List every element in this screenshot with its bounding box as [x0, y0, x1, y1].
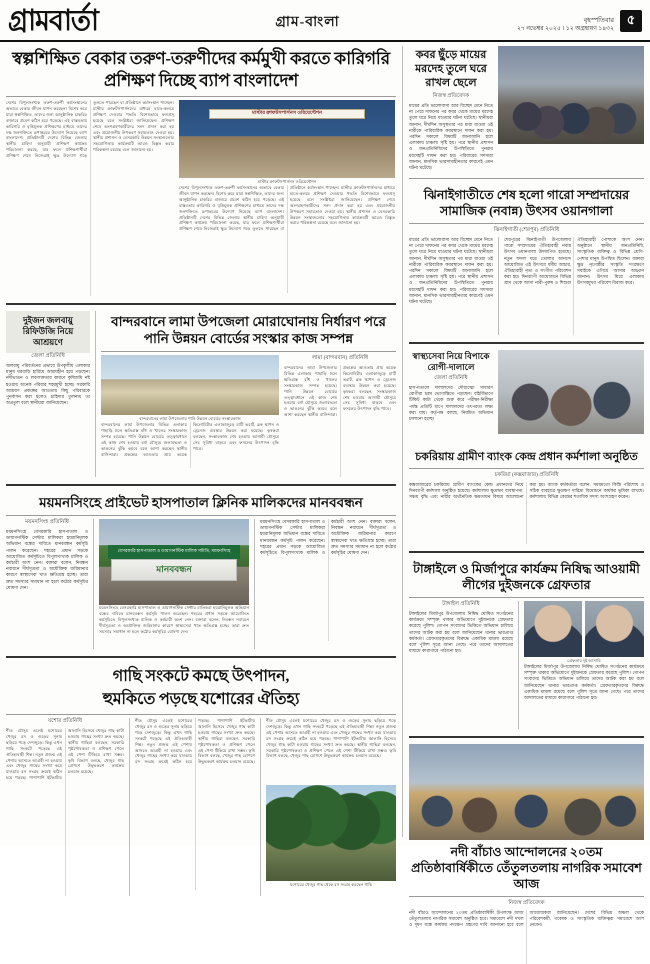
tangail-headline: টাঙ্গাইলে ও মির্জাপুরে কার্যক্রম নিষিদ্ধ আওয়ামী লীগের দুইজনকে গ্রেফতার — [413, 562, 640, 592]
lead-story — [6, 46, 396, 296]
sidebar-small-head — [6, 311, 90, 353]
bank-headline: চকরিয়ায় গ্রামীণ ব্যাংক কেন্দ্র প্রধান কর্মশালা অনুষ্ঠিত — [415, 451, 638, 463]
page-body — [0, 42, 650, 928]
right-top-block — [409, 46, 644, 171]
tangail-photo-1 — [524, 601, 583, 657]
bandarban-photo — [101, 355, 279, 415]
right-mid-body: হাসপাতালে দালালদের দৌরাত্ম্যে সাধারণ রোগীরা চরম ভোগান্তিতে পড়ছেন। বহির্বিভাগে টিকিট কাটা থেকে শুরু করে পরীক্ষা-নিরীক্ষা পর্যন্ত প্রতিটি ধাপে দালালদের তৎপরতা লক্ষ্য করা যায়। কর্তৃপক্ষ বলছে, নিয়মিত অভিযান চালানো হচ্ছে। — [408, 385, 493, 422]
jessore-body-a: শীত মৌসুম এলেই যশোরের খেজুর রস ও গুড়ের সুনাম ছড়িয়ে পড়ে দেশজুড়ে। কিন্তু এখন গাছি সংকটে পড়েছে এই ঐতিহ্যবাহী শিল্প। নতুন প্রজন্ম এই পেশায় আসতে আগ্রহী না হওয়ায় এবং খেজুর গাছের সংখ্যা কমে যাওয়ায় রস সংগ্রহ ক্রমেই কঠিন হয়ে পড়ছে। পাশাপাশি ইটভাটায় জ্বালানি হিসেবে খেজুর গাছ কাটা হওয়ায় গাছের সংখ্যা দ্রুত কমছে। স্থানীয় গাছিরা বলছেন, সরকারি পৃষ্ঠপোষকতা ও প্রশিক্ষণ পেলে এই পেশা টিকিয়ে রাখা সম্ভব। কৃষি বিভাগ বলছে, খেজুর গাছ রোপণে উদ্বুদ্ধকরণ কার্যক্রম চলমান রয়েছে। — [6, 728, 124, 781]
right-mid-headline: স্বাস্থ্যসেবা নিয়ে বিপাকে রোগী-দালালে — [412, 351, 490, 372]
garo-story — [409, 185, 644, 335]
jessore-photo — [266, 785, 396, 881]
right-top-body: মায়ের প্রতি ভালোবাসা আর বিচ্ছেদ মেনে নিতে না পেরে দাফনের পর কবর থেকে মায়ের মরদেহ তুলে ঘরে নিয়ে যাওয়ার ঘটনা ঘটেছে। স্থানীয়রা জানান, দীর্ঘদিন অসুস্থতার পর মারা যাওয়া ওই নারীকে পারিবারিক কবরস্থানে দাফন করা হয়। পরদিন সকালে বিষয়টি জানাজানি হলে এলাকায় চাঞ্চল্য সৃষ্টি হয়। পরে স্থানীয় প্রশাসন ও জনপ্রতিনিধিদের উপস্থিতিতে পুনরায় মরদেহটি দাফন করা হয়। পরিবারের সদস্যরা জানান, মানসিক ভারসাম্যহীনতার কারণেই এমন ঘটনা ঘটেছে। — [408, 103, 493, 171]
jessore-body-b: শীত মৌসুম এলেই যশোরের খেজুর রস ও গুড়ের সুনাম ছড়িয়ে পড়ে দেশজুড়ে। কিন্তু এখন গাছি সংকটে পড়েছে এই ঐতিহ্যবাহী শিল্প। নতুন প্রজন্ম এই পেশায় আসতে আগ্রহী না হওয়ায় এবং খেজুর গাছের সংখ্যা কমে যাওয়ায় রস সংগ্রহ ক্রমেই কঠিন হয়ে পড়ছে। পাশাপাশি ইটভাটায় জ্বালানি হিসেবে খেজুর গাছ কাটা হওয়ায় গাছের সংখ্যা দ্রুত কমছে। স্থানীয় গাছিরা বলছেন, সরকারি পৃষ্ঠপোষকতা ও প্রশিক্ষণ পেলে এই পেশা টিকিয়ে রাখা সম্ভব। কৃষি বিভাগ বলছে, খেজুর গাছ রোপণে উদ্বুদ্ধকরণ কার্যক্রম চলমান রয়েছে। — [135, 718, 255, 765]
hospital-body-c: ময়মনসিংহে বেসরকারি হাসপাতাল ও ডায়াগনস্টিক সেন্টার মালিকরা হয়রানিমূলক অভিযান বন্ধের দাবিতে মানববন্ধন কর্মসূচি পালন করেছেন। শহরের প্রধান সড়কে আয়োজিত কর্মসূচিতে বিপুলসংখ্যক মালিক ও কর্মচারী অংশ নেন। বক্তারা বলেন, নিবন্ধন নবায়নে দীর্ঘসূত্রতা ও অযৌক্তিক জরিমানার কারণে স্বাস্থ্যসেবা খাত ক্ষতিগ্রস্ত হচ্ছে। তারা দ্রুত সমস্যার সমাধান না হলে কঠোর কর্মসূচির ঘোষণা দেন। — [260, 519, 396, 556]
hospital-body-a: ময়মনসিংহে বেসরকারি হাসপাতাল ও ডায়াগনস্টিক সেন্টার মালিকরা হয়রানিমূলক অভিযান বন্ধের দাবিতে মানববন্ধন কর্মসূচি পালন করেছেন। শহরের প্রধান সড়কে আয়োজিত কর্মসূচিতে বিপুলসংখ্যক মালিক ও কর্মচারী অংশ নেন। বক্তারা বলেন, নিবন্ধন নবায়নে দীর্ঘসূত্রতা ও অযৌক্তিক জরিমানার কারণে স্বাস্থ্যসেবা খাত ক্ষতিগ্রস্ত হচ্ছে। তারা দ্রুত সমস্যার সমাধান না হলে কঠোর কর্মসূচির ঘোষণা দেন। — [6, 529, 88, 590]
hospital-body-b: ময়মনসিংহে বেসরকারি হাসপাতাল ও ডায়াগনস্টিক সেন্টার মালিকরা হয়রানিমূলক অভিযান বন্ধের দাবিতে মানববন্ধন কর্মসূচি পালন করেছেন। শহরের প্রধান সড়কে আয়োজিত কর্মসূচিতে বিপুলসংখ্যক মালিক ও কর্মচারী অংশ নেন। বক্তারা বলেন, নিবন্ধন নবায়নে দীর্ঘসূত্রতা ও অযৌক্তিক জরিমানার কারণে স্বাস্থ্যসেবা খাত ক্ষতিগ্রস্ত হচ্ছে। তারা দ্রুত সমস্যার সমাধান না হলে কঠোর কর্মসূচির ঘোষণা দেন। — [99, 605, 249, 634]
dateline — [517, 4, 614, 34]
photo-banner-title: মাস্টার ক্রাফটসপার্সনস ওরিয়েন্টেশন — [209, 109, 365, 119]
jessore-headline-line1: গাছি সংকটে কমছে উৎপাদন, — [112, 668, 290, 685]
bank-story — [409, 448, 644, 544]
right-top-body-cont: মায়ের প্রতি ভালোবাসা আর বিচ্ছেদ মেনে নিতে না পেরে দাফনের পর কবর থেকে মায়ের মরদেহ তুলে ঘরে নিয়ে যাওয়ার ঘটনা ঘটেছে। স্থানীয়রা জানান, দীর্ঘদিন অসুস্থতার পর মারা যাওয়া ওই নারীকে পারিবারিক কবরস্থানে দাফন করা হয়। পরদিন সকালে বিষয়টি জানাজানি হলে এলাকায় চাঞ্চল্য সৃষ্টি হয়। পরে স্থানীয় প্রশাসন ও জনপ্রতিনিধিদের উপস্থিতিতে পুনরায় মরদেহটি দাফন করা হয়। পরিবারের সদস্যরা জানান, মানসিক ভারসাম্যহীনতার কারণেই এমন ঘটনা ঘটেছে। — [408, 237, 493, 305]
lead-photo-caption: মাস্টার ক্রাফটসপার্সনস ওরিয়েন্টেশন — [257, 179, 317, 184]
jessore-story — [6, 664, 396, 896]
hospital-byline: ময়মনসিংহ প্রতিনিধি — [25, 519, 69, 525]
garo-byline: ঝিনাইগাতী (শেরপুর) প্রতিনিধি — [493, 227, 560, 233]
dateline-day: বৃহস্পতিবার — [583, 17, 614, 24]
hospital-headline: ময়মনসিংহে প্রাইভেট হাসপাতাল ক্লিনিক মালিকদের মানববন্ধন — [39, 495, 363, 510]
sidebar-small-body: জলবায়ু পরিবর্তনের প্রভাবে উপকূলীয় এলাকার মানুষ ঘরবাড়ি হারিয়ে আশ্রয়হীন হয়ে পড়ছেন। নদীভাঙন ও লবণাক্ততার কারণে কৃষিজমি নষ্ট হওয়ায় অনেক পরিবার শহরমুখী হচ্ছে। সরকারি আশ্রয়ণ প্রকল্পের আওতায় কিছু পরিবারকে পুনর্বাসন করা হলেও চাহিদার তুলনায় তা অপ্রতুল বলে স্থানীয়রা জানিয়েছেন। — [6, 363, 91, 406]
masthead-right — [517, 4, 642, 34]
garo-festival-photo — [498, 46, 644, 144]
page-number: ৫ — [620, 10, 642, 32]
garo-body: শেরপুরের ঝিনাইগাতী উপজেলায় গারো সম্প্রদায়ের ঐতিহ্যবাহী নবান্ন উৎসব ওয়ানগালা উদযাপিত হয়েছে। নতুন ফসল ঘরে তোলার আনন্দে আয়োজিত এই উৎসবে ধর্মীয় আচার, ঐতিহ্যবাহী নৃত্য ও সংগীত পরিবেশন করা হয়। দিনব্যাপী আয়োজনে বিভিন্ন গ্রাম থেকে আসা নারী-পুরুষ ও শিশুরা ঐতিহ্যবাহী পোশাকে অংশ নেন। অনুষ্ঠানে স্থানীয় জনপ্রতিনিধি, সাংস্কৃতিক ব্যক্তিত্ব ও বিভিন্ন শ্রেণি-পেশার মানুষ উপস্থিত ছিলেন। বক্তারা ক্ষুদ্র নৃগোষ্ঠীর সংস্কৃতি সংরক্ষণে সবাইকে এগিয়ে আসার আহ্বান জানান। উৎসব ঘিরে এলাকায় উৎসবমুখর পরিবেশ বিরাজ করে। — [503, 237, 644, 286]
bandarban-body-a: বান্দরবানের লামা উপজেলার বিভিন্ন এলাকায় পাহাড়ি ঢলে ক্ষতিগ্রস্ত বাঁধ ও খালের সংস্কারকাজ সম্পন্ন হয়েছে। পানি উন্নয়ন বোর্ডের তত্ত্বাবধানে এই কাজ শেষ হওয়ায় বর্ষা মৌসুমে জলাবদ্ধতা ও ভাঙনের ঝুঁকি কমবে বলে আশা করছেন স্থানীয় বাসিন্দারা। প্রকল্পের আওতায় প্রায় কয়েক কিলোমিটার এলাকাজুড়ে মাটি ভরাট, ব্লক স্থাপন ও ড্রেনেজ ব্যবস্থার উন্নয়ন করা হয়েছে। কৃষকরা বলছেন, সংস্কারকাজ শেষ হওয়ায় আগামী মৌসুমে সেচ সুবিধা বাড়বে এবং ফসলের উৎপাদন বৃদ্ধি পাবে। — [101, 422, 279, 457]
bandarban-byline: লামা (বান্দরবান) প্রতিনিধি — [311, 355, 369, 361]
bandarban-body-b: বান্দরবানের লামা উপজেলার বিভিন্ন এলাকায় পাহাড়ি ঢলে ক্ষতিগ্রস্ত বাঁধ ও খালের সংস্কারকাজ সম্পন্ন হয়েছে। পানি উন্নয়ন বোর্ডের তত্ত্বাবধানে এই কাজ শেষ হওয়ায় বর্ষা মৌসুমে জলাবদ্ধতা ও ভাঙনের ঝুঁকি কমবে বলে আশা করছেন স্থানীয় বাসিন্দারা। প্রকল্পের আওতায় প্রায় কয়েক কিলোমিটার এলাকাজুড়ে মাটি ভরাট, ব্লক স্থাপন ও ড্রেনেজ ব্যবস্থার উন্নয়ন করা হয়েছে। কৃষকরা বলছেন, সংস্কারকাজ শেষ হওয়ায় আগামী মৌসুমে সেচ সুবিধা বাড়বে এবং ফসলের উৎপাদন বৃদ্ধি পাবে। — [284, 365, 396, 418]
jessore-body-c: শীত মৌসুম এলেই যশোরের খেজুর রস ও গুড়ের সুনাম ছড়িয়ে পড়ে দেশজুড়ে। কিন্তু এখন গাছি সংকটে পড়েছে এই ঐতিহ্যবাহী শিল্প। নতুন প্রজন্ম এই পেশায় আসতে আগ্রহী না হওয়ায় এবং খেজুর গাছের সংখ্যা কমে যাওয়ায় রস সংগ্রহ ক্রমেই কঠিন হয়ে পড়ছে। পাশাপাশি ইটভাটায় জ্বালানি হিসেবে খেজুর গাছ কাটা হওয়ায় গাছের সংখ্যা দ্রুত কমছে। স্থানীয় গাছিরা বলছেন, সরকারি পৃষ্ঠপোষকতা ও প্রশিক্ষণ পেলে এই পেশা টিকিয়ে রাখা সম্ভব। কৃষি বিভাগ বলছে, খেজুর গাছ রোপণে উদ্বুদ্ধকরণ কার্যক্রম চলমান রয়েছে। — [266, 718, 396, 759]
lead-photo — [179, 100, 395, 178]
section-name: গ্রাম-বাংলা — [275, 15, 340, 30]
bandarban-block — [6, 311, 396, 477]
newspaper-logo: গ্রামবার্তা — [8, 4, 98, 37]
right-mid-byline: জেলা প্রতিনিধি — [434, 375, 468, 381]
bandarban-headline: বান্দরবানে লামা উপজেলা মোরাঘোনায় নির্ধারণ পরে পানি উন্নয়ন বোর্ডের সংস্কার কাজ সম্পন্ন — [111, 314, 386, 346]
jessore-photo-caption: যশোরের খেজুর গাছ থেকে রস সংগ্রহ করছেন গাছি — [289, 882, 373, 887]
banner-strip-text: বেসরকারি হাসপাতাল ও ডায়াগনস্টিক মালিক সমিতি, ময়মনসিংহ — [108, 545, 240, 559]
river-byline: নিজস্ব প্রতিবেদক — [508, 900, 545, 906]
bandarban-photo-caption: বান্দরবানের লামা উপজেলায় পানি উন্নয়ন বোর্ডের সংস্কারকাজ — [139, 416, 241, 421]
jessore-headline-line2: হুমকিতে পড়ছে যশোরের ঐতিহ্য — [102, 691, 300, 708]
river-headline: নদী বাঁচাও আন্দোলনের ২০তম প্রতিষ্ঠাবার্ষিকীতে তেঁতুলতলায় নাগরিক সমাবেশ আজ — [411, 845, 642, 891]
bank-workshop-photo — [498, 350, 644, 434]
tangail-photo-caption: গ্রেফতার দুই আসামি — [567, 658, 601, 663]
right-column — [408, 46, 644, 928]
lead-body-right: দেশের বিপুলসংখ্যক তরুণ-তরুণী কর্মসংস্থানের অভাবে বেকার জীবন যাপন করছেন। বিশেষ করে যারা স্বল্পশিক্ষিত, তাদের জন্য আনুষ্ঠানিক চাকরির বাজারে প্রবেশ কঠিন হয়ে পড়েছে। এই বাস্তবতায় কারিগরি ও বৃত্তিমূলক প্রশিক্ষণের মাধ্যমে তাদের দক্ষ জনশক্তিতে রূপান্তরের উদ্যোগ নিয়েছে ব্যাপ বাংলাদেশ। প্রতিষ্ঠানটি দেশের বিভিন্ন জেলায় স্থানীয় চাহিদা অনুযায়ী প্রশিক্ষণ কার্যক্রম পরিচালনা করছে, যার ফলে প্রশিক্ষণার্থীরা প্রশিক্ষণ শেষে নিজেরাই ক্ষুদ্র উদ্যোগ গড়ে তুলতে পারছেন বা প্রতিষ্ঠানে কর্মসংস্থান পাচ্ছেন। মাস্টার ক্রাফটসপার্সনদের মাধ্যমে হাতে-কলমে প্রশিক্ষণ দেওয়ার পদ্ধতি বিশেষভাবে ফলপ্রসূ হয়েছে বলে সংশ্লিষ্টরা জানিয়েছেন। প্রশিক্ষণ শেষে অংশগ্রহণকারীদের সনদ প্রদান করা হয় এবং প্রয়োজনীয় উপকরণ সহায়তাও দেওয়া হয়। স্থানীয় প্রশাসন ও বেসরকারি উন্নয়ন সংস্থাগুলোর সহযোগিতায় কার্যক্রমটি আরও বিস্তৃত করার পরিকল্পনা রয়েছে বলে জানানো হয়। — [179, 185, 395, 232]
left-column — [6, 46, 396, 887]
tangail-body-b: টাঙ্গাইলের মির্জাপুর উপজেলায় নিষিদ্ধ ঘোষিত সংগঠনের কার্যক্রমে সম্পৃক্ত থাকার অভিযোগে দুইজনকে গ্রেফতার করেছে পুলিশ। গোপন সংবাদের ভিত্তিতে অভিযান চালিয়ে তাদের আটক করা হয় বলে জানিয়েছেন থানার ভারপ্রাপ্ত কর্মকর্তা। গ্রেফতারকৃতদের বিরুদ্ধে একাধিক মামলা রয়েছে বলে পুলিশ সূত্রে জানা গেছে। পরে তাদের আদালতের মাধ্যমে কারাগারে পাঠানো হয়। — [523, 664, 644, 701]
sidebar-small-headline: দুইজন জলবায়ু রিফিউজি নিয়ে আশ্রয়ণে — [22, 315, 74, 347]
river-body: নদী বাঁচাও আন্দোলনের ২০তম প্রতিষ্ঠাবার্ষিকী উপলক্ষে আজ তেঁতুলতলায় নাগরিক সমাবেশ অনুষ্ঠিত হবে। সমাবেশে নদী দখল ও দূষণ বন্ধে কার্যকর পদক্ষেপ গ্রহণের দাবি জানানো হবে বলে আয়োজকরা জানিয়েছেন। দেশের বিভিন্ন অঞ্চল থেকে পরিবেশকর্মী, গবেষক ও সাংস্কৃতিক ব্যক্তিত্বরা সমাবেশে অংশ নেবেন। — [408, 910, 644, 928]
right-mid-small-story — [409, 350, 493, 445]
sidebar-small-byline: জেলা প্রতিনিধি — [31, 353, 65, 359]
hospital-photo — [99, 519, 249, 605]
tangail-body-a: টাঙ্গাইলের মির্জাপুর উপজেলায় নিষিদ্ধ ঘোষিত সংগঠনের কার্যক্রমে সম্পৃক্ত থাকার অভিযোগে দুইজনকে গ্রেফতার করেছে পুলিশ। গোপন সংবাদের ভিত্তিতে অভিযান চালিয়ে তাদের আটক করা হয় বলে জানিয়েছেন থানার ভারপ্রাপ্ত কর্মকর্তা। গ্রেফতারকৃতদের বিরুদ্ধে একাধিক মামলা রয়েছে বলে পুলিশ সূত্রে জানা গেছে। পরে তাদের আদালতের মাধ্যমে কারাগারে পাঠানো হয়। — [408, 611, 513, 654]
lead-headline: স্বল্পশিক্ষিত বেকার তরুণ-তরুণীদের কর্মমুখী করতে কারিগরি প্রশিক্ষণ দিচ্ছে ব্যাপ বাংলাদেশ — [12, 49, 390, 90]
right-top-story — [409, 46, 493, 171]
masthead — [0, 0, 650, 42]
jessore-byline: যশোর প্রতিনিধি — [48, 718, 82, 724]
sidebar-small-story — [6, 311, 90, 477]
tangail-photo-2 — [585, 601, 644, 657]
right-top-headline: কবর ছুঁড়ে মায়ের মরদেহ তুলে ঘরে রাখল ছেলে — [415, 49, 487, 89]
river-story — [409, 744, 644, 964]
tangail-story — [409, 559, 644, 729]
right-top-byline: নিজস্ব প্রতিবেদক — [432, 93, 470, 99]
bandarban-story — [101, 311, 396, 477]
dateline-date: ২৭ নভেম্বর ২০২৫ । ১২ অগ্রহায়ণ ১৪৩২ — [517, 26, 614, 32]
banner-main-text: মানববন্ধন — [111, 559, 237, 581]
lead-body-left: দেশের বিপুলসংখ্যক তরুণ-তরুণী কর্মসংস্থানের অভাবে বেকার জীবন যাপন করছেন। বিশেষ করে যারা স্বল্পশিক্ষিত, তাদের জন্য আনুষ্ঠানিক চাকরির বাজারে প্রবেশ কঠিন হয়ে পড়েছে। এই বাস্তবতায় কারিগরি ও বৃত্তিমূলক প্রশিক্ষণের মাধ্যমে তাদের দক্ষ জনশক্তিতে রূপান্তরের উদ্যোগ নিয়েছে ব্যাপ বাংলাদেশ। প্রতিষ্ঠানটি দেশের বিভিন্ন জেলায় স্থানীয় চাহিদা অনুযায়ী প্রশিক্ষণ কার্যক্রম পরিচালনা করছে, যার ফলে প্রশিক্ষণার্থীরা প্রশিক্ষণ শেষে নিজেরাই ক্ষুদ্র উদ্যোগ গড়ে তুলতে পারছেন বা প্রতিষ্ঠানে কর্মসংস্থান পাচ্ছেন। মাস্টার ক্রাফটসপার্সনদের মাধ্যমে হাতে-কলমে প্রশিক্ষণ দেওয়ার পদ্ধতি বিশেষভাবে ফলপ্রসূ হয়েছে বলে সংশ্লিষ্টরা জানিয়েছেন। প্রশিক্ষণ শেষে অংশগ্রহণকারীদের সনদ প্রদান করা হয় এবং প্রয়োজনীয় উপকরণ সহায়তাও দেওয়া হয়। স্থানীয় প্রশাসন ও বেসরকারি উন্নয়ন সংস্থাগুলোর সহযোগিতায় কার্যক্রমটি আরও বিস্তৃত করার পরিকল্পনা রয়েছে বলে জানানো হয়। — [6, 100, 174, 159]
tangail-byline: টাঙ্গাইল প্রতিনিধি — [442, 601, 480, 607]
bank-body: কক্সবাজারের চকরিয়ায় গ্রামীণ ব্যাংকের কেন্দ্র প্রধানদের নিয়ে দিনব্যাপী কর্মশালা অনুষ্ঠিত হয়েছে। কর্মশালায় ক্ষুদ্রঋণ ব্যবস্থাপনা, সঞ্চয় বৃদ্ধি এবং নারীর অর্থনৈতিক ক্ষমতায়ন বিষয়ে আলোচনা করা হয়। ব্যাংক কর্মকর্তারা বলেন, সময়মতো কিস্তি পরিশোধ ও সঠিক ব্যবহারে ক্ষুদ্রঋণ দারিদ্র্য বিমোচনে কার্যকর ভূমিকা রাখছে। কর্মশালায় বিভিন্ন কেন্দ্রের শতাধিক সদস্য অংশগ্রহণ করেন। — [408, 482, 644, 500]
hospital-story — [6, 492, 396, 649]
section-header — [98, 4, 517, 34]
river-rally-photo — [409, 744, 644, 840]
garo-headline: ঝিনাইগাতীতে শেষ হলো গারো সম্প্রদায়ের সামাজিক (নবান্ন) উৎসব ওয়ানগালা — [423, 188, 630, 218]
bank-byline: চকরিয়া (কক্সবাজার) প্রতিনিধি — [494, 472, 559, 478]
right-mid-block — [409, 350, 644, 445]
